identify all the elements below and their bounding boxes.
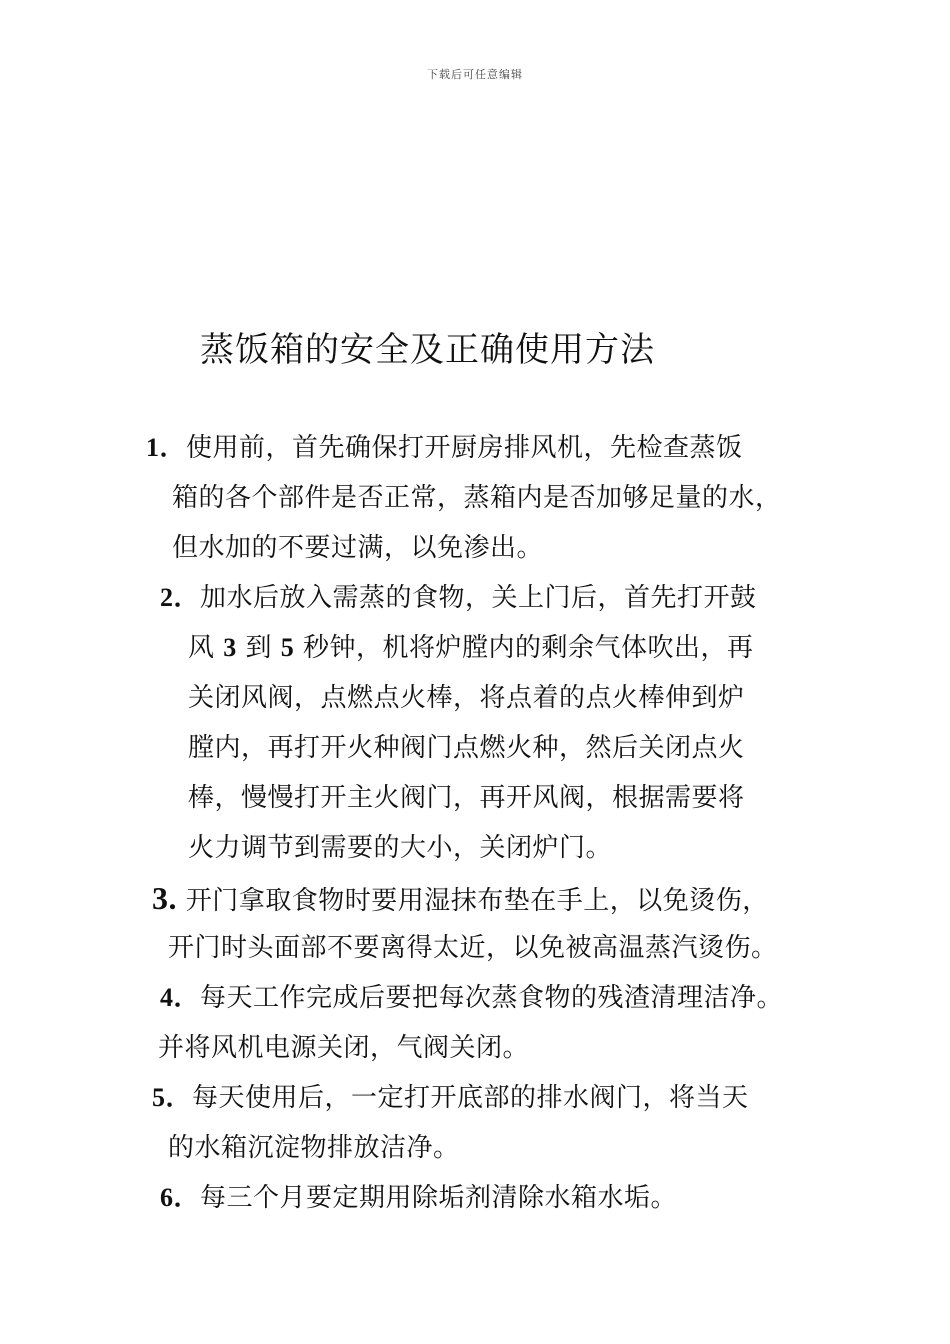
- list-item-3-line-2: 开门时头面部不要离得太近，以免被高温蒸汽烫伤。: [168, 933, 778, 963]
- item-number: 4．: [160, 983, 201, 1012]
- list-item-6-line-1: [160, 1183, 677, 1213]
- page-header: 下载后可任意编辑: [427, 68, 523, 81]
- item-text: 到: [236, 633, 281, 663]
- item-text: 使用前，首先确保打开厨房排风机，先检查蒸饭: [186, 433, 743, 463]
- item-text: 秒钟，机将炉膛内的剩余气体吹出，再: [294, 633, 754, 663]
- number-3: 3: [223, 633, 237, 662]
- list-item-1-line-1: [146, 433, 743, 463]
- item-text: 每天工作完成后要把每次蒸食物的残渣清理洁净。: [200, 983, 784, 1013]
- document-title: 蒸饭箱的安全及正确使用方法: [200, 330, 655, 370]
- item-text: 风: [188, 633, 224, 663]
- list-item-2-line-1: [160, 583, 757, 613]
- item-text: 加水后放入需蒸的食物，关上门后，首先打开鼓: [200, 583, 757, 613]
- list-item-1-line-3: 但水加的不要过满，以免渗出。: [172, 533, 544, 563]
- item-number: 1．: [146, 433, 187, 462]
- item-number: 6．: [160, 1183, 201, 1212]
- item-number: 5．: [152, 1083, 193, 1112]
- number-5: 5: [280, 633, 295, 662]
- list-item-2-line-3: 关闭风阀，点燃点火棒，将点着的点火棒伸到炉: [188, 683, 745, 713]
- list-item-5-line-1: [152, 1083, 749, 1113]
- list-item-2-line-5: 棒，慢慢打开主火阀门，再开风阀，根据需要将: [188, 783, 745, 813]
- list-item-4-line-2: 并将风机电源关闭，气阀关闭。: [158, 1033, 530, 1063]
- item-text: 开门拿取食物时要用湿抹布垫在手上，以免烫伤，: [185, 886, 769, 916]
- list-item-2-line-2: [188, 633, 754, 663]
- list-item-5-line-2: 的水箱沉淀物排放洁净。: [168, 1133, 460, 1163]
- list-item-3-line-1: [152, 880, 769, 916]
- item-text: 每天使用后，一定打开底部的排水阀门，将当天: [192, 1083, 749, 1113]
- item-text: 每三个月要定期用除垢剂清除水箱水垢。: [200, 1183, 678, 1213]
- list-item-2-line-6: 火力调节到需要的大小，关闭炉门。: [188, 833, 613, 863]
- item-number: 2．: [160, 583, 201, 612]
- item-number: 3.: [152, 880, 177, 916]
- list-item-2-line-4: 膛内，再打开火种阀门点燃火种，然后关闭点火: [188, 733, 745, 763]
- list-item-4-line-1: [160, 983, 783, 1013]
- list-item-1-line-2: 箱的各个部件是否正常，蒸箱内是否加够足量的水，: [172, 483, 782, 513]
